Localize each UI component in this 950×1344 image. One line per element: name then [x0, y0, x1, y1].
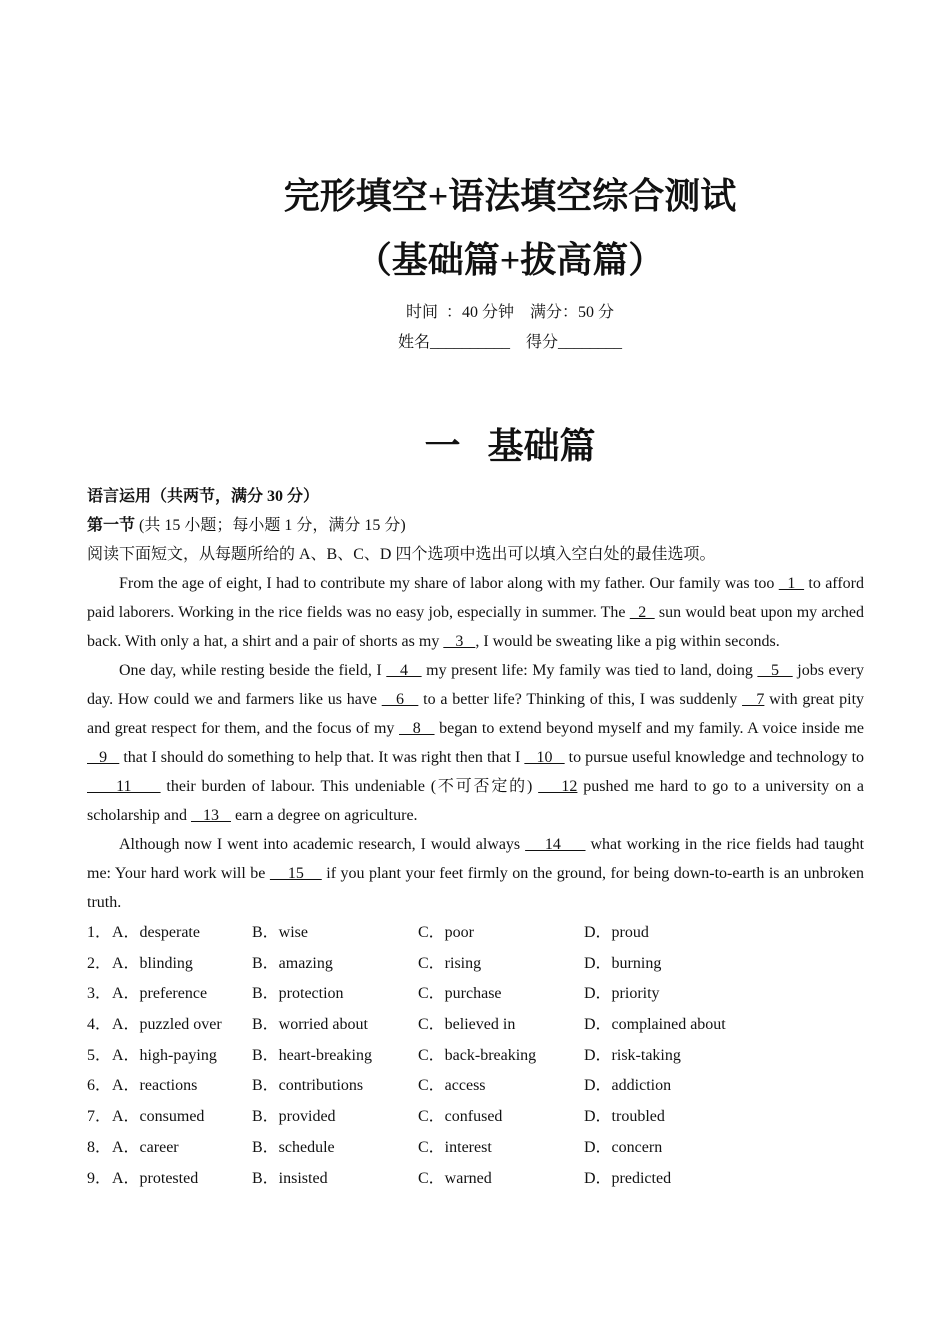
option-d: D．proud	[584, 924, 649, 941]
option-b: B．schedule	[252, 1138, 335, 1156]
question-row: 9． A．protested B．insisted C．warned D．predicted	[87, 1164, 864, 1195]
option-d: D．predicted	[584, 1169, 672, 1187]
question-row: 4． A．puzzled over B．worried about C．believed in D．complained about	[87, 1010, 864, 1041]
section-heading	[230, 420, 790, 472]
student-meta-line	[230, 332, 790, 354]
question-row: 8． A．career B．schedule C．interest D．concern	[87, 1133, 864, 1164]
option-d: D．burning	[584, 954, 662, 972]
option-c: C．access	[418, 1077, 486, 1095]
option-b: B．heart-breaking	[252, 1046, 372, 1064]
option-a: A．puzzled over	[112, 1016, 222, 1034]
question-row: 6． A．reactions B．contributions C．access D．addiction	[87, 1071, 864, 1102]
option-c: C．warned	[418, 1169, 492, 1187]
passage-paragraph-2: One day, while resting beside the field, I 4 my present life: My family was tied to land, doing 5 jobs every day. How could we and farmers like us have 6 to a better life? Thinking of this, I was suddenly 7 with great pity and great respect for them, and the focus of my 8 began to extend beyond myself and my family. A voice inside me 9 that I should do something to help that. It was right then that I 10 to pursue useful knowledge and technology to 11 their burden of labour. This undeniable (不可否定的) 12 pushed me hard to go to a university on a scholarship and 13 earn a degree on agriculture.	[87, 662, 865, 824]
blank-1: 1	[778, 575, 805, 592]
option-b: B．provided	[252, 1108, 336, 1126]
blank-12: 12	[538, 778, 578, 795]
blank-7: 7	[742, 691, 765, 708]
option-d: D．troubled	[584, 1108, 665, 1126]
passage-paragraph-3: Although now I went into academic research, I would always 14 what working in the rice fields had taught me: Your hard work will be 15 if you plant your feet firmly on the ground, for being down-to-earth is an unbroken truth.	[87, 836, 865, 911]
option-b: B．wise	[252, 924, 309, 941]
option-a: A．reactions	[112, 1077, 198, 1095]
option-a: A．blinding	[112, 954, 193, 972]
option-a: A．preference	[112, 985, 208, 1003]
blank-4: 4	[386, 662, 422, 679]
time-label: 时间 ：40 分钟	[405, 304, 514, 321]
option-c: C．confused	[418, 1108, 503, 1126]
section-name: 基础篇	[487, 426, 596, 466]
option-d: D．concern	[584, 1138, 663, 1156]
blank-15: 15	[269, 865, 322, 882]
blank-13: 13	[190, 807, 231, 824]
option-d: D．complained about	[584, 1016, 726, 1034]
score-label: 满分：50 分	[530, 304, 615, 321]
sub-heading	[87, 511, 864, 540]
blank-8: 8	[399, 720, 435, 737]
option-c: C．interest	[418, 1138, 492, 1156]
option-d: D．priority	[584, 985, 660, 1003]
option-d: D．addiction	[584, 1077, 672, 1095]
blank-11: 11	[87, 778, 161, 795]
question-row: 2． A．blinding B．amazing C．rising D．burning	[87, 949, 864, 980]
exam-meta-line	[230, 302, 790, 324]
option-b: B．insisted	[252, 1169, 328, 1187]
option-a: A．desperate	[112, 924, 200, 941]
option-c: C．believed in	[418, 1016, 516, 1034]
question-row: 7． A．consumed B．provided C．confused D．troubled	[87, 1102, 864, 1133]
option-b: B．contributions	[252, 1077, 364, 1095]
passage	[87, 569, 864, 917]
passage-paragraph-1: From the age of eight, I had to contribute my share of labor along with my father. Our family was too 1 to afford paid laborers. Working in the rice fields was no easy job, especially in summer. The 2 sun would beat upon my arched back. With only a hat, a shirt and a pair of shorts as my 3 , I would be sweating like a pig within seconds.	[87, 575, 865, 650]
part-heading: 语言运用（共两节，满分 30 分）	[87, 488, 320, 505]
sub-heading-detail: (共 15 小题；每小题 1 分，满分 15 分)	[135, 517, 406, 534]
option-a: A．high-paying	[112, 1046, 217, 1064]
question-row: 1． A．desperate B．wise C．poor D．proud	[87, 918, 864, 949]
document-title: 完形填空+语法填空综合测试	[283, 176, 737, 216]
directions: 阅读下面短文，从每题所给的 A、B、C、D 四个选项中选出可以填入空白处的最佳选项。	[87, 546, 716, 563]
option-b: B．protection	[252, 985, 344, 1003]
option-c: C．rising	[418, 954, 482, 972]
option-a: A．protested	[112, 1169, 199, 1187]
option-b: B．worried about	[252, 1016, 368, 1034]
blank-10: 10	[524, 749, 565, 766]
blank-2: 2	[629, 604, 655, 621]
option-b: B．amazing	[252, 954, 333, 972]
option-a: A．consumed	[112, 1108, 205, 1126]
blank-9: 9	[87, 749, 120, 766]
grade-field-label: 得分________	[526, 334, 623, 351]
option-c: C．poor	[418, 924, 475, 941]
name-field-label: 姓名__________	[397, 334, 510, 351]
question-row: 3． A．preference B．protection C．purchase D．priority	[87, 979, 864, 1010]
section-number: 一	[424, 426, 461, 466]
option-c: C．purchase	[418, 985, 502, 1003]
blank-14: 14	[525, 836, 586, 853]
option-c: C．back-breaking	[418, 1046, 537, 1064]
answer-options	[87, 918, 864, 1194]
main-content	[87, 482, 864, 1194]
sub-heading-label: 第一节	[87, 517, 136, 534]
document-subtitle: （基础篇+拔高篇）	[355, 240, 665, 280]
question-row: 5． A．high-paying B．heart-breaking C．back-breaking D．risk-taking	[87, 1041, 864, 1072]
option-d: D．risk-taking	[584, 1046, 681, 1064]
blank-3: 3	[443, 633, 476, 650]
blank-6: 6	[381, 691, 419, 708]
option-a: A．career	[112, 1138, 179, 1156]
blank-5: 5	[757, 662, 793, 679]
